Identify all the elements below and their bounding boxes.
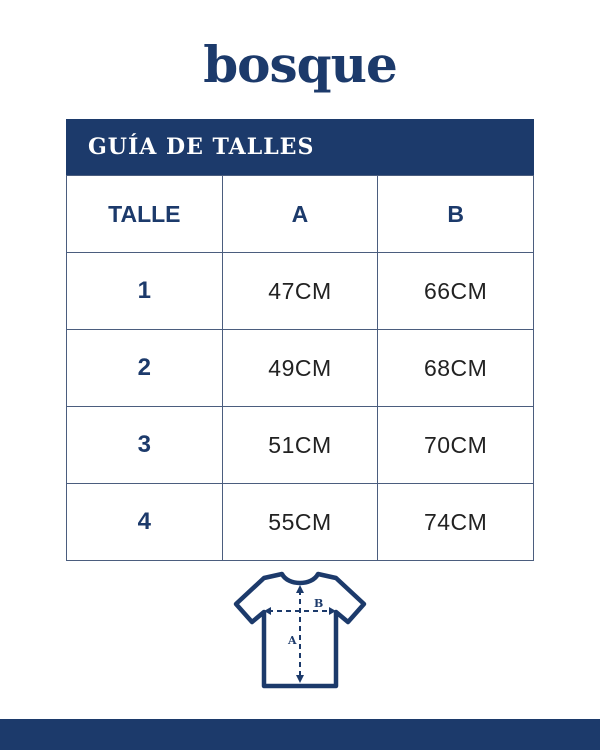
measure-a-cell: 51CM — [222, 407, 378, 484]
table-header-row — [67, 176, 534, 253]
footer-bar — [0, 719, 600, 750]
talle-cell: 1 — [67, 253, 223, 330]
header-a: A — [222, 176, 378, 253]
talle-cell: 2 — [67, 330, 223, 407]
header-b: B — [378, 176, 534, 253]
measure-b-cell: 66CM — [378, 253, 534, 330]
header-talle: TALLE — [67, 176, 223, 253]
measure-b-cell: 70CM — [378, 407, 534, 484]
tshirt-measurement-icon — [232, 568, 368, 692]
measure-a-arrow-top — [296, 585, 304, 593]
talle-cell: 4 — [67, 484, 223, 561]
measure-a-cell: 55CM — [222, 484, 378, 561]
table-row — [67, 407, 534, 484]
measure-a-cell: 49CM — [222, 330, 378, 407]
measure-a-label: A — [288, 634, 297, 647]
measure-a-arrow-bottom — [296, 675, 304, 683]
table-row — [67, 484, 534, 561]
measure-b-cell: 68CM — [378, 330, 534, 407]
size-guide-table — [66, 119, 534, 561]
table-row — [67, 330, 534, 407]
measure-b-cell: 74CM — [378, 484, 534, 561]
talle-cell: 3 — [67, 407, 223, 484]
table-row — [67, 253, 534, 330]
size-table — [66, 175, 534, 561]
measure-a-cell: 47CM — [222, 253, 378, 330]
table-title: GUÍA DE TALLES — [66, 119, 534, 175]
brand-logo: bosque — [203, 35, 397, 94]
measure-b-label: B — [314, 597, 324, 610]
